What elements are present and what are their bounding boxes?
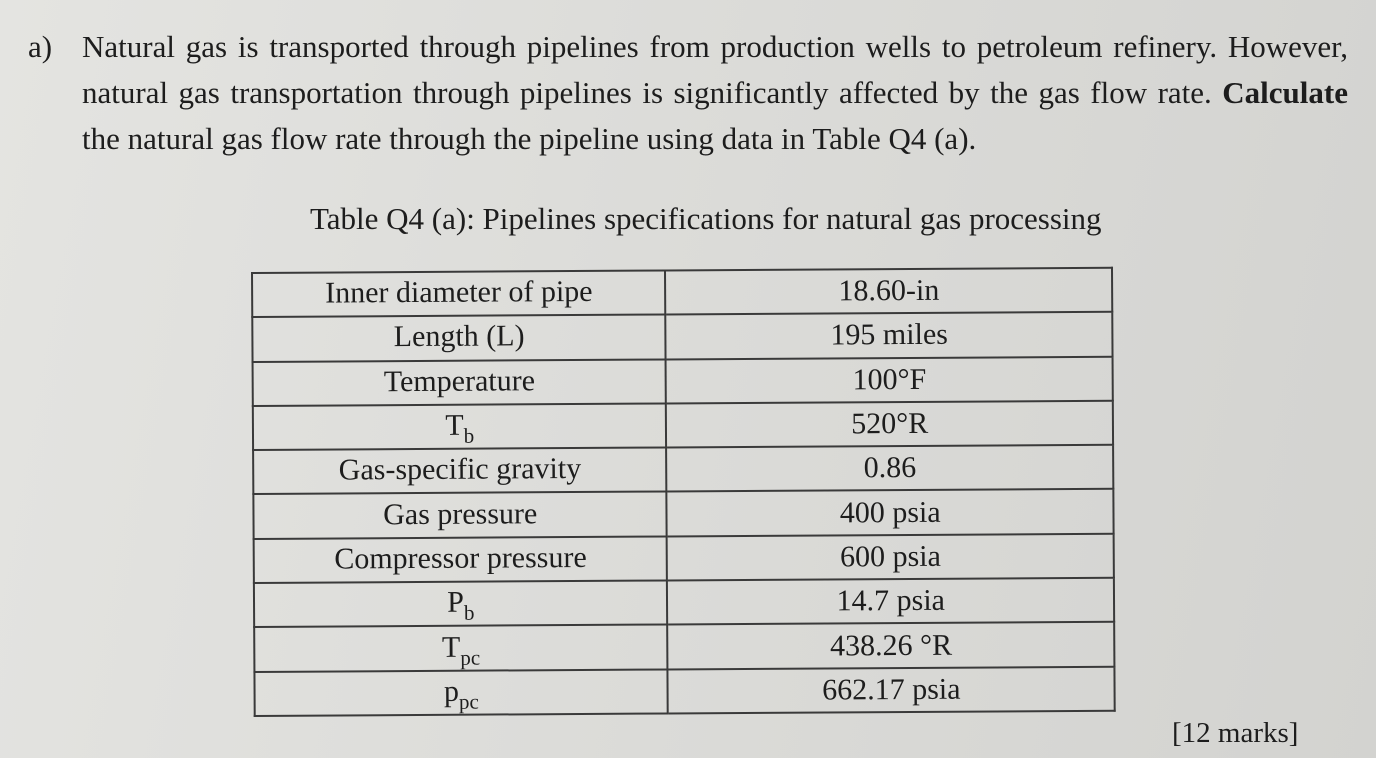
specifications-table bbox=[251, 267, 1116, 717]
parameter-cell bbox=[254, 669, 668, 716]
value-cell: 195 miles bbox=[666, 312, 1113, 359]
table-row bbox=[254, 578, 1114, 628]
value-cell: 400 psia bbox=[667, 489, 1114, 536]
parameter-cell bbox=[254, 536, 668, 583]
parameter-cell bbox=[252, 270, 666, 317]
table-row bbox=[254, 534, 1114, 584]
parameter-cell bbox=[254, 581, 668, 628]
table-row bbox=[254, 622, 1114, 672]
parameter-name: P bbox=[447, 585, 464, 620]
table-row bbox=[253, 489, 1113, 539]
parameter-cell bbox=[253, 359, 667, 406]
table-row bbox=[252, 268, 1112, 318]
parameter-name: Gas-specific gravity bbox=[338, 452, 582, 487]
parameter-name: Inner diameter of pipe bbox=[325, 275, 593, 310]
question-label: a) bbox=[28, 29, 53, 64]
question-a bbox=[28, 24, 1348, 162]
parameter-name: Compressor pressure bbox=[334, 540, 587, 576]
parameter-name: T bbox=[441, 630, 461, 664]
parameter-cell bbox=[253, 403, 667, 450]
table-caption: Table Q4 (a): Pipelines specifications for natural gas processing bbox=[310, 201, 1102, 236]
parameter-name: Temperature bbox=[383, 364, 536, 398]
question-rest: the natural gas flow rate through the pipeline using data in Table Q4 (a). bbox=[82, 121, 977, 156]
question-text bbox=[82, 24, 1348, 162]
table-row bbox=[254, 666, 1114, 716]
parameter-name: p bbox=[443, 674, 459, 708]
value-cell: 438.26 °R bbox=[668, 622, 1115, 669]
parameter-name: Length (L) bbox=[393, 319, 525, 354]
table-row bbox=[253, 445, 1113, 495]
parameter-subscript: pc bbox=[460, 645, 481, 670]
value-cell: 100°F bbox=[666, 356, 1113, 403]
table-row bbox=[252, 312, 1112, 362]
parameter-cell bbox=[253, 448, 667, 495]
question-intro: Natural gas is transported through pipelines from production wells to petroleum refinery. However, natural gas transportation through pipelines is significantly affected by the gas flow rate. bbox=[82, 29, 1348, 110]
parameter-subscript: b bbox=[463, 600, 475, 625]
parameter-subscript: pc bbox=[458, 689, 479, 714]
value-cell: 520°R bbox=[666, 401, 1113, 448]
table-row bbox=[253, 401, 1113, 451]
parameter-name: T bbox=[445, 408, 464, 442]
value-cell: 600 psia bbox=[667, 534, 1114, 581]
table-row bbox=[253, 356, 1113, 406]
parameter-cell bbox=[252, 315, 666, 362]
value-cell: 0.86 bbox=[667, 445, 1114, 492]
value-cell: 18.60-in bbox=[665, 268, 1112, 315]
parameter-cell bbox=[253, 492, 667, 539]
parameter-name: Gas pressure bbox=[383, 496, 538, 531]
marks-label: [12 marks] bbox=[1172, 717, 1299, 749]
value-cell: 14.7 psia bbox=[667, 578, 1114, 625]
question-bold-word: Calculate bbox=[1222, 75, 1348, 110]
parameter-cell bbox=[254, 625, 668, 672]
value-cell: 662.17 psia bbox=[668, 666, 1115, 713]
parameter-subscript: b bbox=[463, 423, 475, 448]
